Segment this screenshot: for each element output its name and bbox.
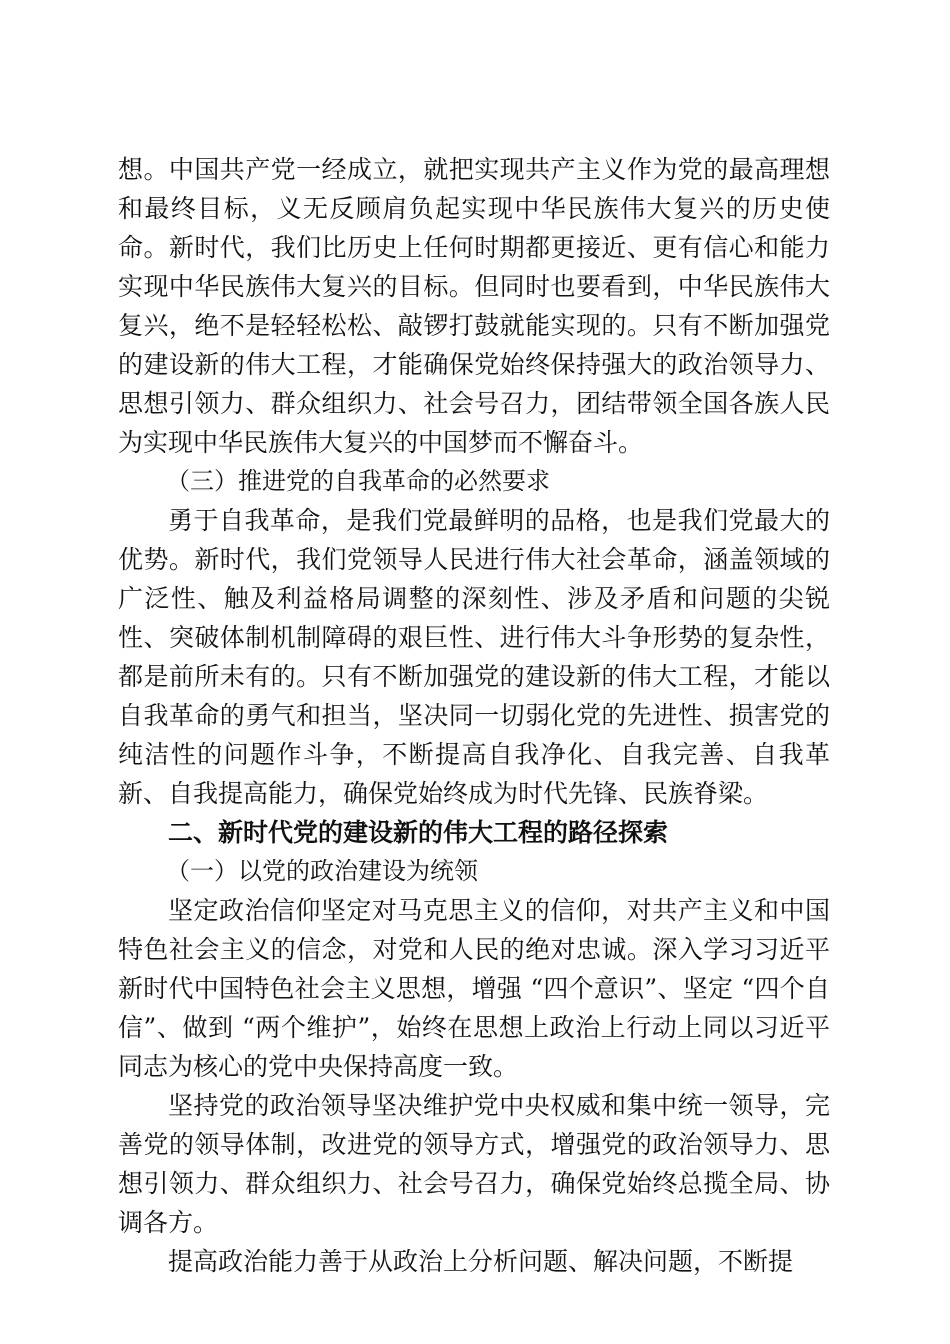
section-heading-1: （一）以党的政治建设为统领 xyxy=(166,857,478,885)
paragraph-political-ability: 提高政治能力善于从政治上分析问题、解决问题，不断提 xyxy=(168,1247,794,1276)
paragraph-political-leadership: 坚持党的政治领导坚决维护党中央权威和集中统一领导，完善党的领导体制，改进党的领导方式，增强党的政治领导力、思想引领力、群众组织力、社会号召力，确保党始终总揽全局、协调各方。 xyxy=(118,1091,830,1237)
paragraph-self-revolution: 勇于自我革命，是我们党最鲜明的品格，也是我们党最大的优势。新时代，我们党领导人民进行伟大社会革命，涵盖领域的广泛性、触及利益格局调整的深刻性、涉及矛盾和问题的尖锐性、突破体制机制障碍的艰巨性、进行伟大斗争形势的复杂性，都是前所未有的。只有不断加强党的建设新的伟大工程，才能以自我革命的勇气和担当，坚决同一切弱化党的先进性、损害党的纯洁性的问题作斗争，不断提高自我净化、自我完善、自我革新、自我提高能力，确保党始终成为时代先锋、民族脊梁。 xyxy=(118,506,830,808)
paragraph-political-belief: 坚定政治信仰坚定对马克思主义的信仰，对共产主义和中国特色社会主义的信念，对党和人民的绝对忠诚。深入学习习近平新时代中国特色社会主义思想，增强 “四个意识”、坚定 “四个自信”、做到 “两个维护”，始终在思想上政治上行动上同以习近平同志为核心的党中央保持高度一致。 xyxy=(118,896,830,1081)
paragraph-continuation: 想。中国共产党一经成立，就把实现共产主义作为党的最高理想和最终目标，义无反顾肩负起实现中华民族伟大复兴的历史使命。新时代，我们比历史上任何时期都更接近、更有信心和能力实现中华民族伟大复兴的目标。但同时也要看到，中华民族伟大复兴，绝不是轻轻松松、敲锣打鼓就能实现的。只有不断加强党的建设新的伟大工程，才能确保党始终保持强大的政治领导力、思想引领力、群众组织力、社会号召力，团结带领全国各族人民为实现中华民族伟大复兴的中国梦而不懈奋斗。 xyxy=(118,155,830,457)
section-heading-3: （三）推进党的自我革命的必然要求 xyxy=(166,467,550,495)
chapter-heading-2: 二、新时代党的建设新的伟大工程的路径探索 xyxy=(168,818,669,847)
document-page xyxy=(118,150,830,1281)
